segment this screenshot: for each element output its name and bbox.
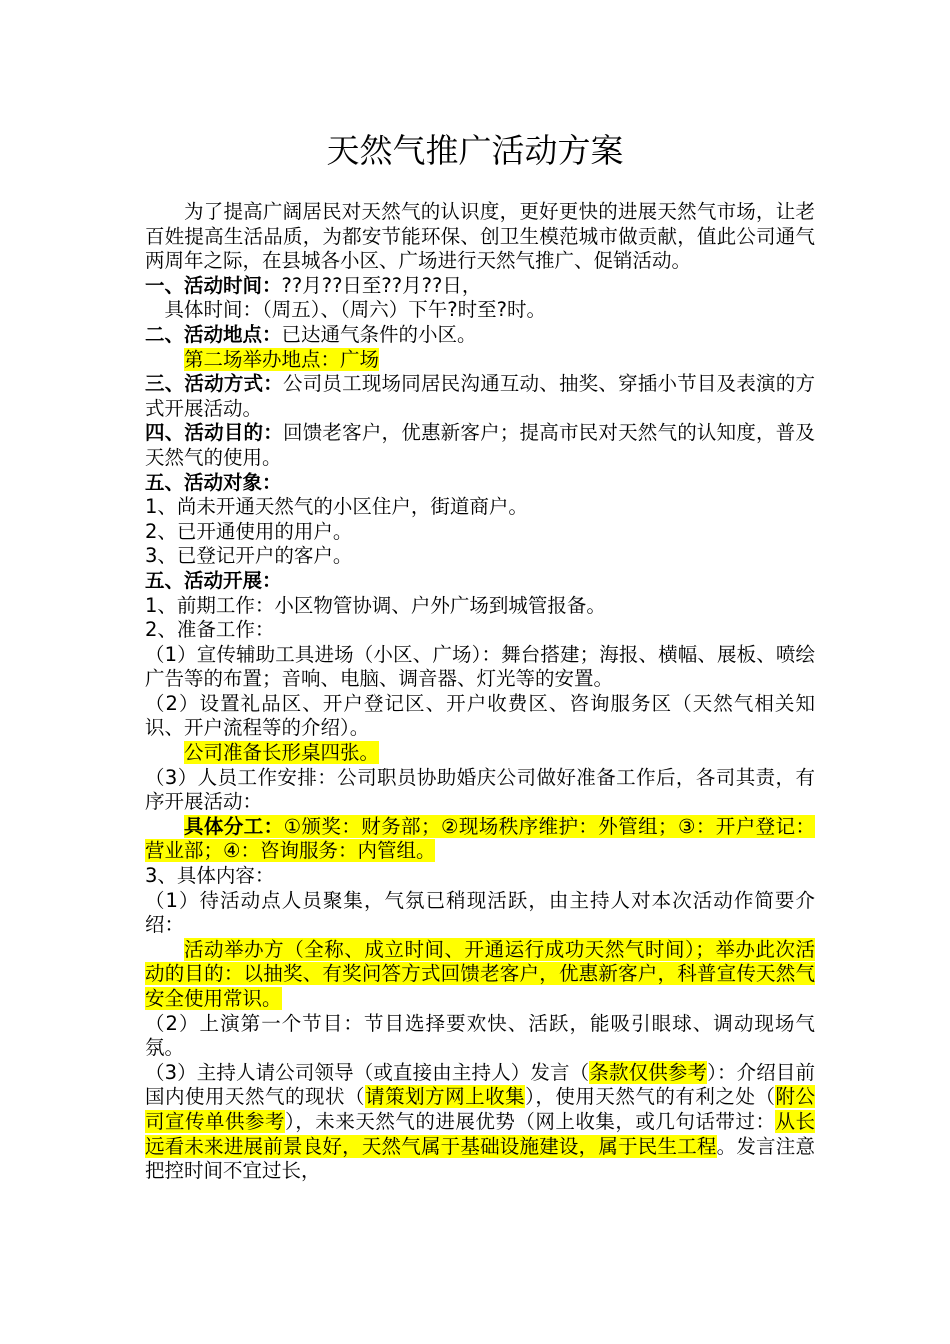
section-label: 四、活动目的： — [145, 421, 283, 445]
content-item: （2）上演第一个节目：节目选择要欢快、活跃，能吸引眼球、调动现场气氛。 — [145, 1011, 815, 1060]
section-targets — [145, 471, 815, 496]
prep-subitem: （1）宣传辅助工具进场（小区、广场）：舞台搭建；海报、横幅、展板、喷绘广告等的布置；音响、电脑、调音器、灯光等的安置。 — [145, 642, 815, 691]
target-item: 1、尚未开通天然气的小区住户，街道商户。 — [145, 495, 528, 519]
prep-item: 2、准备工作： — [145, 618, 275, 642]
section-label: 五、活动对象： — [145, 470, 282, 494]
second-location: 第二场举办地点：广场 — [184, 347, 380, 371]
section-location: 二、活动地点：已达通气条件的小区。 — [145, 322, 477, 346]
section-execution — [145, 569, 815, 594]
intro-paragraph: 为了提高广阔居民对天然气的认识度，更好更快的进展天然气市场，让老百姓提高生活品质，为都安节能环保、创卫生模范城市做贡献，值此公司通气两周年之际，在县城各小区、广场进行天然气推广、促销活动。 — [145, 200, 815, 273]
content-note: 活动举办方（全称、成立时间、开通运行成功天然气时间）；举办此次活动的目的：以抽奖、有奖问答方式回馈老客户，优惠新客户，科普宣传天然气安全使用常识。 — [145, 937, 815, 1010]
prep-note: 公司准备长形桌四张。 — [184, 741, 380, 765]
target-item: 3、已登记开户的客户。 — [145, 544, 353, 568]
section-label: 三、活动方式： — [145, 372, 283, 396]
document-title: 天然气推广活动方案 — [326, 131, 624, 170]
section-label: 五、活动开展： — [145, 568, 282, 592]
document-body — [145, 200, 815, 1184]
target-item: 2、已开通使用的用户。 — [145, 519, 353, 543]
content-item: （1）待活动点人员聚集，气氛已稍现活跃，由主持人对本次活动作简要介绍： — [145, 888, 815, 937]
division-label: 具体分工： — [184, 814, 284, 838]
prep-subitem: （2）设置礼品区、开户登记区、开户收费区、咨询服务区（天然气相关知识、开户流程等的介绍）。 — [145, 691, 815, 740]
time-detail: 具体时间：（周五）、（周六）下午?时至?时。 — [164, 298, 546, 322]
prep-item: 1、前期工作：小区物管协调、户外广场到城管报备。 — [145, 593, 606, 617]
section-label: 二、活动地点： — [145, 322, 282, 346]
content-heading: 3、具体内容： — [145, 864, 275, 888]
section-time: 一、活动时间：??月??日至??月??日， — [145, 273, 482, 297]
section-method: 三、活动方式：公司员工现场同居民沟通互动、抽奖、穿插小节目及表演的方式开展活动。 — [145, 372, 815, 420]
division-of-labor: 具体分工：①颁奖：财务部；②现场秩序维护：外管组；③：开户登记：营业部；④：咨询服务：内管组。 — [145, 814, 815, 863]
content-item-speech: （3）主持人请公司领导（或直接由主持人）发言（条款仅供参考）：介绍目前国内使用天然气的现状（请策划方网上收集），使用天然气的有利之处（附公司宣传单供参考），未来天然气的进展优势（网上收集，或几句话带过：从长远看未来进展前景良好，天然气属于基础设施建设，属于民生工程。发言注意把控时间不宜过长， — [145, 1060, 815, 1183]
section-label: 一、活动时间： — [145, 273, 282, 297]
prep-subitem: （3）人员工作安排：公司职员协助婚庆公司做好准备工作后，各司其责，有序开展活动： — [145, 765, 815, 814]
section-purpose: 四、活动目的：回馈老客户，优惠新客户；提高市民对天然气的认知度，普及天然气的使用。 — [145, 421, 815, 469]
